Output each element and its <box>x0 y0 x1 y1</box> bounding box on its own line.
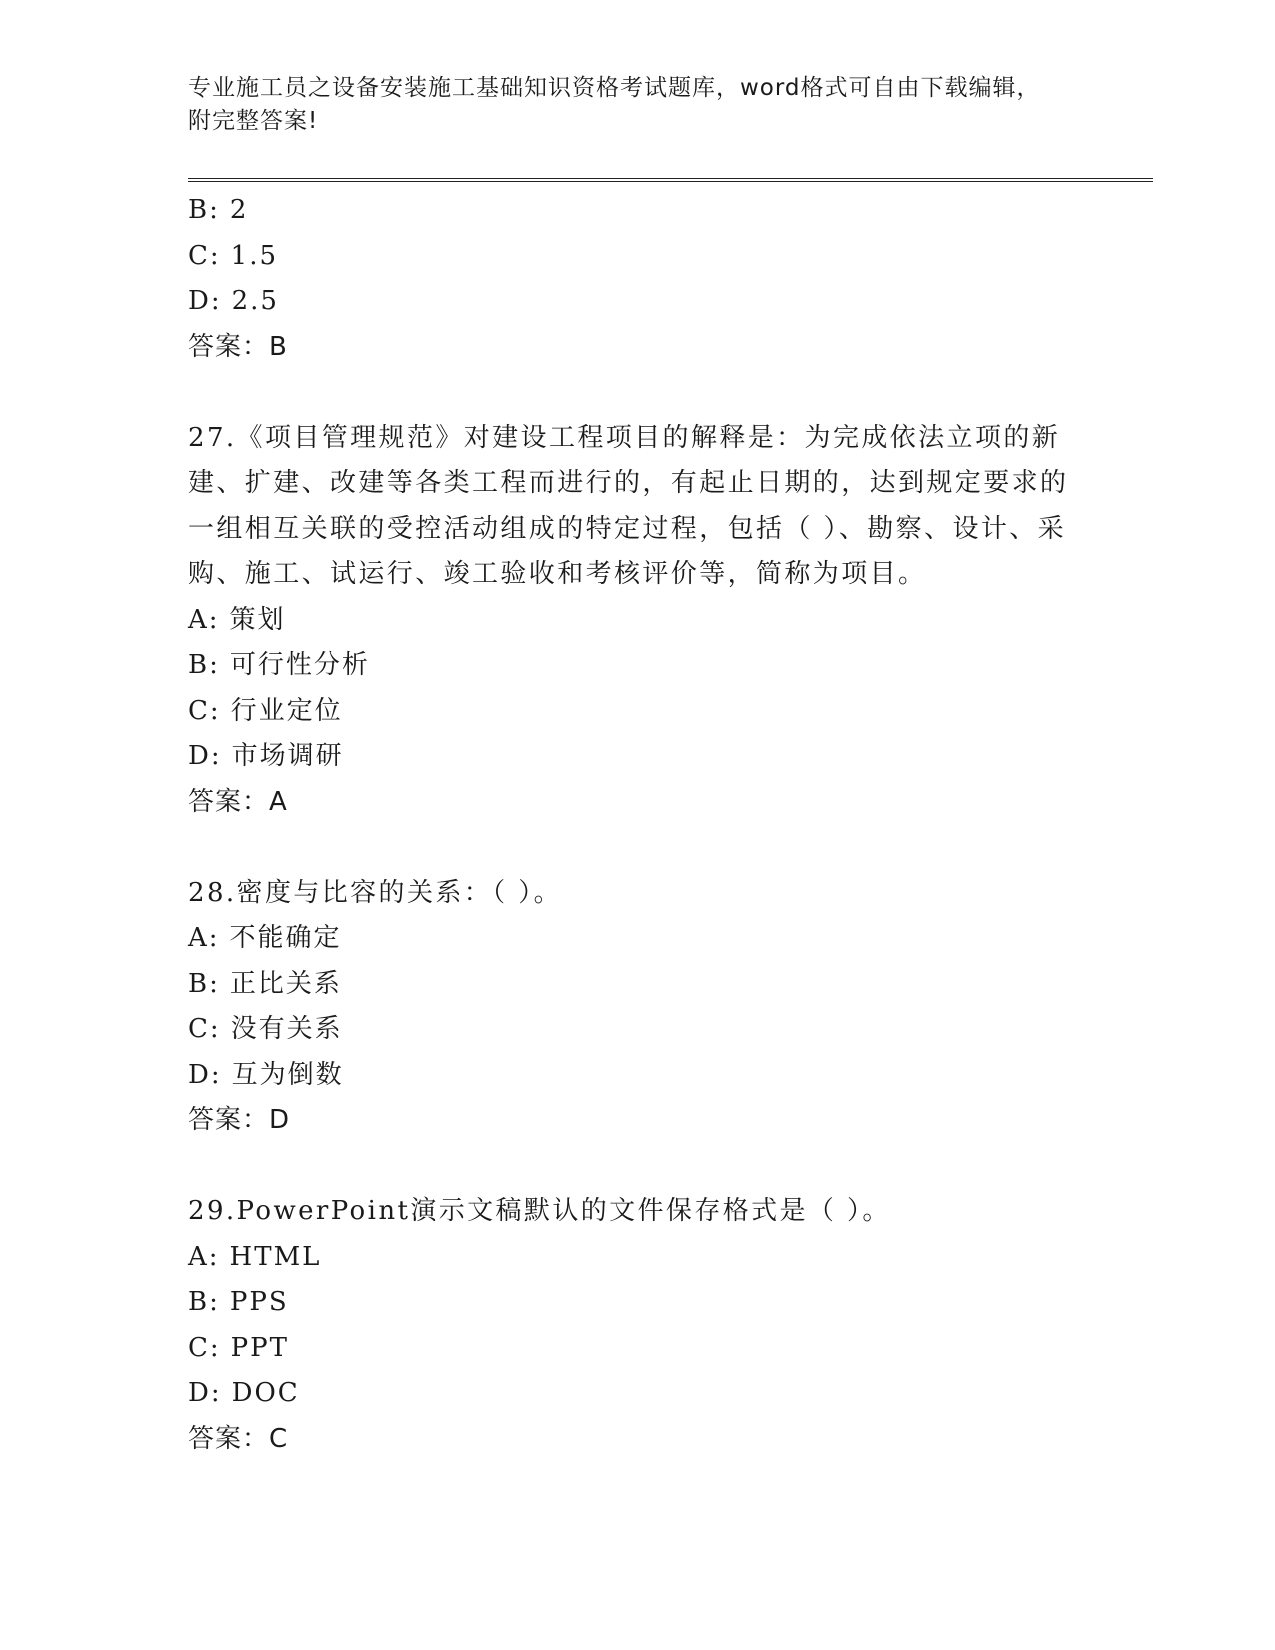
option-d: D: 互为倒数 <box>188 1059 344 1090</box>
option-b: B: PPS <box>188 1287 289 1317</box>
option-a: A: 不能确定 <box>188 923 342 953</box>
option-b: B: 可行性分析 <box>188 650 370 680</box>
question-28 <box>188 871 1088 1144</box>
page-header <box>188 72 1068 138</box>
header-divider <box>188 178 1153 182</box>
option-d: D: 2.5 <box>188 286 279 316</box>
answer: 答案：A <box>188 786 288 817</box>
question-27 <box>188 416 1088 826</box>
question-29 <box>188 1189 1088 1462</box>
question-list <box>188 188 1088 1462</box>
answer: 答案：B <box>188 331 288 362</box>
option-d: D: DOC <box>188 1378 300 1408</box>
question-stem: 28.密度与比容的关系：（ ）。 <box>188 877 563 908</box>
option-b: B: 2 <box>188 195 249 225</box>
option-c: C: 1.5 <box>188 240 279 271</box>
option-d: D: 市场调研 <box>188 741 344 771</box>
option-a: A: HTML <box>188 1241 322 1272</box>
option-c: C: 行业定位 <box>188 695 343 726</box>
question-stem: 27.《项目管理规范》对建设工程项目的解释是：为完成依法立项的新建、扩建、改建等各类工程而进行的，有起止日期的，达到规定要求的一组相互关联的受控活动组成的特定过程，包括（ ）、勘察、设计、采购、施工、试运行、竣工验收和考核评价等，简称为项目。 <box>188 422 1069 589</box>
header-line-1: 专业施工员之设备安装施工基础知识资格考试题库，word格式可自由下载编辑， <box>188 75 1041 101</box>
header-line-2: 附完整答案! <box>188 108 319 134</box>
question-stem: 29.PowerPoint演示文稿默认的文件保存格式是（ ）。 <box>188 1196 891 1226</box>
answer: 答案：C <box>188 1423 289 1454</box>
option-c: C: PPT <box>188 1332 289 1363</box>
option-a: A: 策划 <box>188 604 286 635</box>
answer: 答案：D <box>188 1105 291 1135</box>
question-continuation <box>188 188 1088 370</box>
option-b: B: 正比关系 <box>188 968 342 999</box>
option-c: C: 没有关系 <box>188 1014 343 1044</box>
